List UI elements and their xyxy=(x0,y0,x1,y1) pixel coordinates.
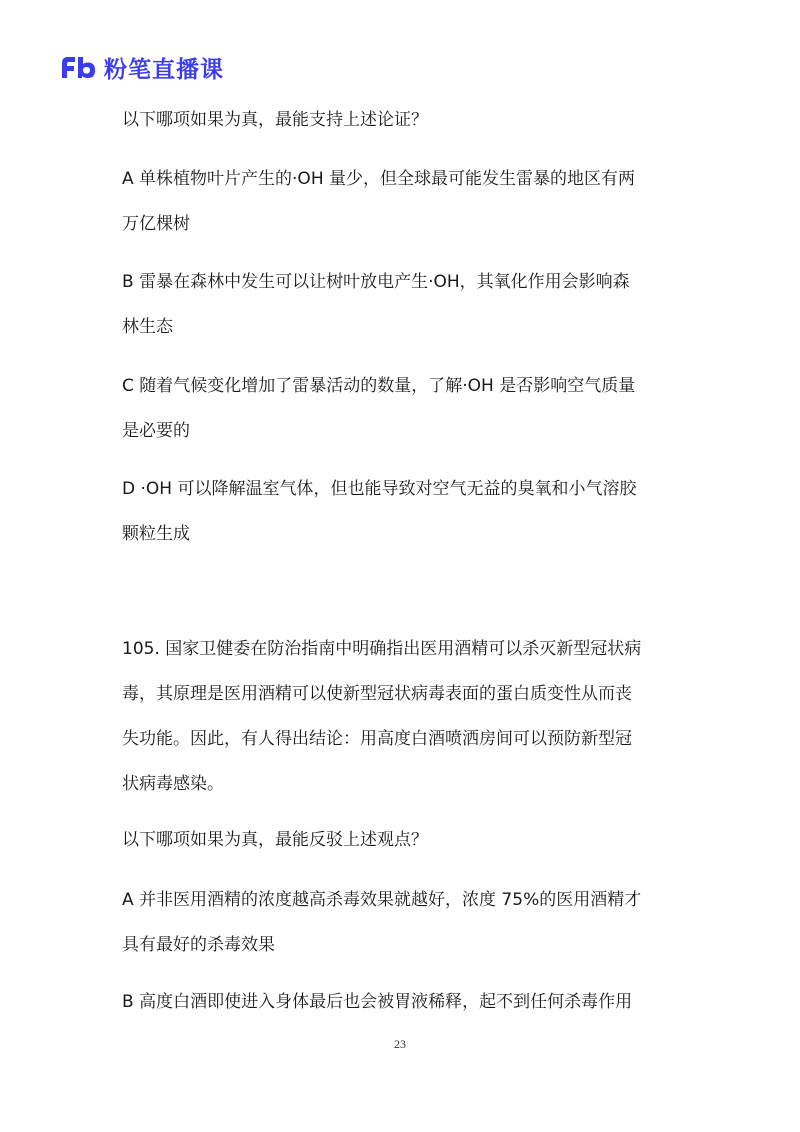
stem-line: 105. 国家卫健委在防治指南中明确指出医用酒精可以杀灭新型冠状病 xyxy=(122,639,642,659)
q105-option-a: A 并非医用酒精的浓度越高杀毒效果就越好，浓度 75%的医用酒精才 具有最好的杀毒效果 xyxy=(122,890,642,955)
stem-line: 失功能。因此，有人得出结论：用高度白酒喷洒房间可以预防新型冠 xyxy=(122,729,632,749)
q104-option-d: D ·OH 可以降解温室气体，但也能导致对空气无益的臭氧和小气溶胶 颗粒生成 xyxy=(122,479,637,544)
fb-logo-icon xyxy=(58,54,98,80)
q104-prompt: 以下哪项如果为真，最能支持上述论证？ xyxy=(122,110,428,130)
q105-stem xyxy=(122,627,682,807)
stem-line: 毒，其原理是医用酒精可以使新型冠状病毒表面的蛋白质变性从而丧 xyxy=(122,684,632,704)
q104-block xyxy=(122,98,682,143)
q104-option-a: A 单株植物叶片产生的·OH 量少，但全球最可能发生雷暴的地区有两 万亿棵树 xyxy=(122,169,636,234)
page-number: 23 xyxy=(394,1037,406,1051)
page-header xyxy=(58,52,224,82)
q104-option-b: B 雷暴在森林中发生可以让树叶放电产生·OH，其氧化作用会影响森 林生态 xyxy=(122,272,630,337)
q105-prompt: 以下哪项如果为真，最能反驳上述观点？ xyxy=(122,830,428,850)
q105-prompt-block xyxy=(122,818,682,863)
brand-name: 粉笔直播课 xyxy=(104,56,224,83)
q105-option-b: B 高度白酒即使进入身体最后也会被胃液稀释，起不到任何杀毒作用 xyxy=(122,992,633,1012)
q104-option-c: C 随着气候变化增加了雷暴活动的数量，了解·OH 是否影响空气质量 是必要的 xyxy=(122,376,636,441)
stem-line: 状病毒感染。 xyxy=(122,774,224,794)
